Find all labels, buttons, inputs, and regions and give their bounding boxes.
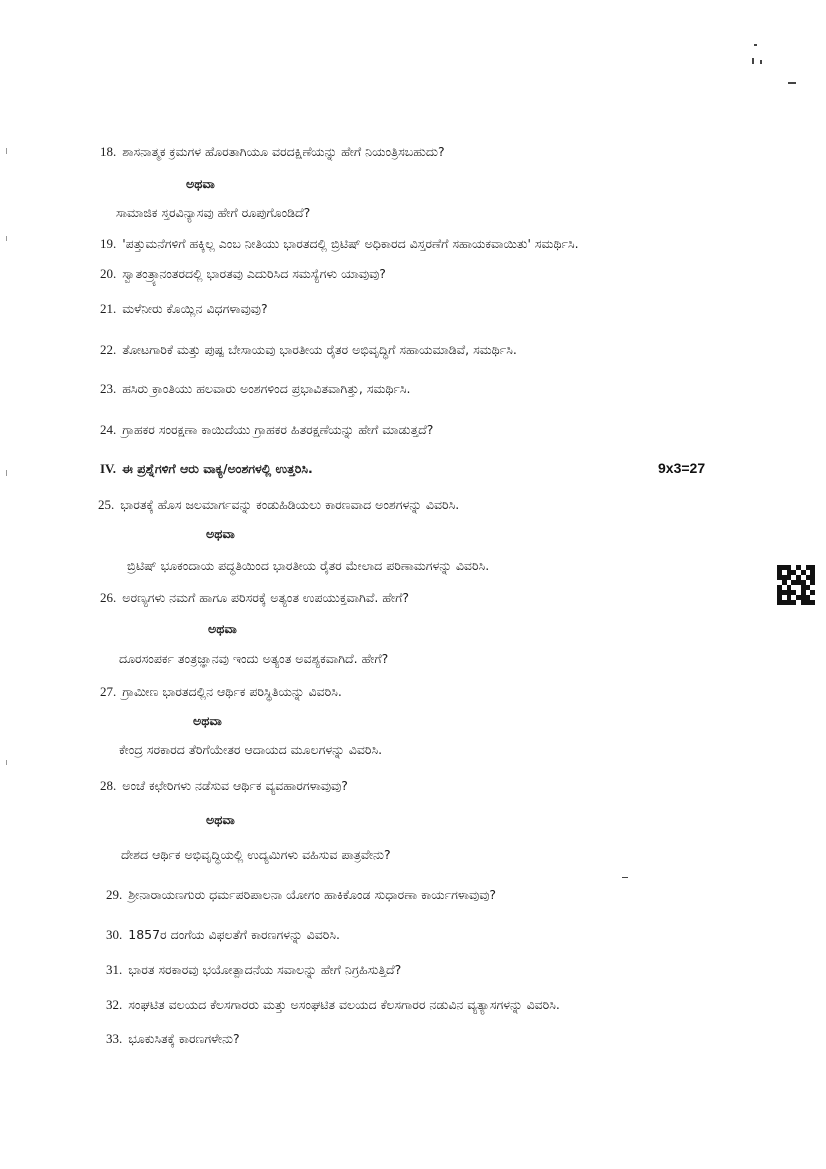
question-30: [106, 927, 340, 943]
question-text: ಅರಣ್ಯಗಳು ನಮಗೆ ಹಾಗೂ ಪರಿಸರಕ್ಕೆ ಅತ್ಯಂತ ಉಪಯುಕ್ತವಾಗಿವೆ. ಹೇಗೆ?: [122, 590, 409, 605]
question-27: [100, 684, 342, 700]
scan-speck: [622, 877, 628, 878]
question-number: 21.: [100, 301, 117, 316]
scan-speck: [752, 58, 754, 64]
question-32: [106, 997, 560, 1013]
scan-speck: [788, 82, 796, 84]
question-number: 32.: [106, 997, 123, 1012]
question-28: [100, 778, 348, 794]
question-text: ಗ್ರಾಹಕರ ಸಂರಕ್ಷಣಾ ಕಾಯಿದೆಯು ಗ್ರಾಹಕರ ಹಿತರಕ್ಷಣೆಯನ್ನು ಹೇಗೆ ಮಾಡುತ್ತದೆ?: [122, 422, 434, 437]
section-instruction: ಈ ಪ್ರಶ್ನೆಗಳಿಗೆ ಆರು ವಾಕ್ಯ/ಅಂಶಗಳಲ್ಲಿ ಉತ್ತರಿಸಿ.: [122, 461, 313, 476]
question-text: ಶಾಸನಾತ್ಮಕ ಕ್ರಮಗಳ ಹೊರತಾಗಿಯೂ ವರದಕ್ಷಿಣೆಯನ್ನು ಹೇಗೆ ನಿಯಂತ್ರಿಸಬಹುದು?: [122, 144, 445, 159]
question-text: ಭಾರತ ಸರಕಾರವು ಭಯೋತ್ಪಾದನೆಯ ಸವಾಲನ್ನು ಹೇಗೆ ನಿಗ್ರಹಿಸುತ್ತಿದೆ?: [128, 962, 402, 977]
section-marks: 9x3=27: [658, 460, 706, 476]
or-label: ಅಥವಾ: [206, 812, 235, 827]
alternate-question-27: ಕೇಂದ್ರ ಸರಕಾರದ ತೆರಿಗೆಯೇತರ ಆದಾಯದ ಮೂಲಗಳನ್ನು ವಿವರಿಸಿ.: [119, 742, 383, 757]
alternate-question-18: ಸಾಮಾಜಿಕ ಸ್ತರವಿನ್ಯಾಸವು ಹೇಗೆ ರೂಪುಗೊಂಡಿದೆ?: [116, 205, 311, 220]
question-text: ಹಸಿರು ಕ್ರಾಂತಿಯು ಹಲವಾರು ಅಂಶಗಳಿಂದ ಪ್ರಭಾವಿತವಾಗಿತ್ತು, ಸಮರ್ಥಿಸಿ.: [122, 381, 411, 396]
scan-speck: [760, 60, 762, 64]
question-number: 23.: [100, 381, 117, 396]
question-29: [106, 887, 496, 903]
scan-speck: [754, 44, 757, 46]
question-33: [106, 1031, 240, 1047]
question-19: [100, 236, 579, 252]
question-number: 27.: [100, 684, 117, 699]
question-24: [100, 422, 433, 438]
question-text: 'ಪತ್ತುಮನೆಗಳಿಗೆ ಹಕ್ಕಿಲ್ಲ ಎಂಬ ನೀತಿಯು ಭಾರತದಲ್ಲಿ ಬ್ರಿಟಿಷ್ ಅಧಿಕಾರದ ವಿಸ್ತರಣೆಗೆ ಸಹಾಯಕವಾಯಿತು' ಸಮರ್ಥಿಸಿ.: [122, 236, 579, 251]
question-text: ಗ್ರಾಮೀಣ ಭಾರತದಲ್ಲಿನ ಆರ್ಥಿಕ ಪರಿಸ್ಥಿತಿಯನ್ನು ವಿವರಿಸಿ.: [122, 684, 342, 699]
question-23: [100, 381, 411, 397]
question-number: 18.: [100, 144, 117, 159]
question-number: 26.: [100, 590, 117, 605]
section-number: IV.: [100, 461, 117, 476]
question-number: 22.: [100, 342, 117, 357]
question-number: 33.: [106, 1031, 123, 1046]
question-text: ಮಳೆನೀರು ಕೊಯ್ಲಿನ ವಿಧಗಳಾವುವು?: [122, 301, 268, 316]
alternate-question-25: ಬ್ರಿಟಿಷ್ ಭೂಕಂದಾಯ ಪದ್ಧತಿಯಿಂದ ಭಾರತೀಯ ರೈತರ ಮೇಲಾದ ಪರಿಣಾಮಗಳನ್ನು ವಿವರಿಸಿ.: [127, 558, 490, 573]
question-number: 25.: [98, 497, 115, 512]
question-number: 28.: [100, 778, 117, 793]
question-25: [98, 497, 459, 513]
question-31: [106, 962, 401, 978]
question-text: ಭೂಕುಸಿತಕ್ಕೆ ಕಾರಣಗಳೇನು?: [128, 1031, 240, 1046]
qr-code-icon: [777, 565, 815, 605]
question-20: [100, 266, 386, 282]
scan-edge-mark: [6, 236, 7, 241]
question-text: ಅಂಚೆ ಕಛೇರಿಗಳು ನಡೆಸುವ ಆರ್ಥಿಕ ವ್ಯವಹಾರಗಳಾವುವು?: [122, 778, 348, 793]
scan-edge-mark: [6, 148, 7, 154]
question-text: ಭಾರತಕ್ಕೆ ಹೊಸ ಜಲಮಾರ್ಗವನ್ನು ಕಂಡುಹಿಡಿಯಲು ಕಾರಣವಾದ ಅಂಶಗಳನ್ನು ವಿವರಿಸಿ.: [120, 497, 460, 512]
question-22: [100, 342, 517, 358]
question-text: ಸ್ವಾತಂತ್ರ್ಯಾನಂತರದಲ್ಲಿ ಭಾರತವು ಎದುರಿಸಿದ ಸಮಸ್ಯೆಗಳು ಯಾವುವು?: [122, 266, 386, 281]
or-label: ಅಥವಾ: [186, 176, 215, 191]
question-number: 19.: [100, 236, 117, 251]
question-text: 1857ರ ದಂಗೆಯ ವಿಫಲತೆಗೆ ಕಾರಣಗಳನ್ನು ವಿವರಿಸಿ.: [128, 927, 340, 942]
or-label: ಅಥವಾ: [206, 526, 235, 541]
question-text: ಸಂಘಟಿತ ವಲಯದ ಕೆಲಸಗಾರರು ಮತ್ತು ಅಸಂಘಟಿತ ವಲಯದ ಕೆಲಸಗಾರರ ನಡುವಿನ ವ್ಯತ್ಯಾಸಗಳನ್ನು ವಿವರಿಸಿ.: [128, 997, 560, 1012]
question-number: 24.: [100, 422, 117, 437]
question-number: 29.: [106, 887, 123, 902]
question-text: ತೋಟಗಾರಿಕೆ ಮತ್ತು ಪುಷ್ಪ ಬೇಸಾಯವು ಭಾರತೀಯ ರೈತರ ಅಭಿವೃದ್ಧಿಗೆ ಸಹಾಯಮಾಡಿವೆ, ಸಮರ್ಥಿಸಿ.: [122, 342, 517, 357]
question-18: [100, 144, 445, 160]
question-number: 30.: [106, 927, 123, 942]
scan-edge-mark: [6, 470, 7, 476]
question-number: 20.: [100, 266, 117, 281]
section-iv-heading: [100, 461, 313, 477]
alternate-question-28: ದೇಶದ ಆರ್ಥಿಕ ಅಭಿವೃದ್ಧಿಯಲ್ಲಿ ಉದ್ಯಮಿಗಳು ವಹಿಸುವ ಪಾತ್ರವೇನು?: [121, 847, 391, 862]
or-label: ಅಥವಾ: [208, 621, 237, 636]
question-number: 31.: [106, 962, 123, 977]
question-21: [100, 301, 268, 317]
scan-edge-mark: [6, 760, 7, 765]
question-text: ಶ್ರೀನಾರಾಯಣಗುರು ಧರ್ಮಪರಿಪಾಲನಾ ಯೋಗಂ ಹಾಕಿಕೊಂಡ ಸುಧಾರಣಾ ಕಾರ್ಯಗಳಾವುವು?: [128, 887, 497, 902]
question-26: [100, 590, 409, 606]
alternate-question-26: ದೂರಸಂಪರ್ಕ ತಂತ್ರಜ್ಞಾನವು ಇಂದು ಅತ್ಯಂತ ಅವಶ್ಯಕವಾಗಿದೆ. ಹೇಗೆ?: [119, 651, 389, 666]
or-label: ಅಥವಾ: [193, 713, 222, 728]
